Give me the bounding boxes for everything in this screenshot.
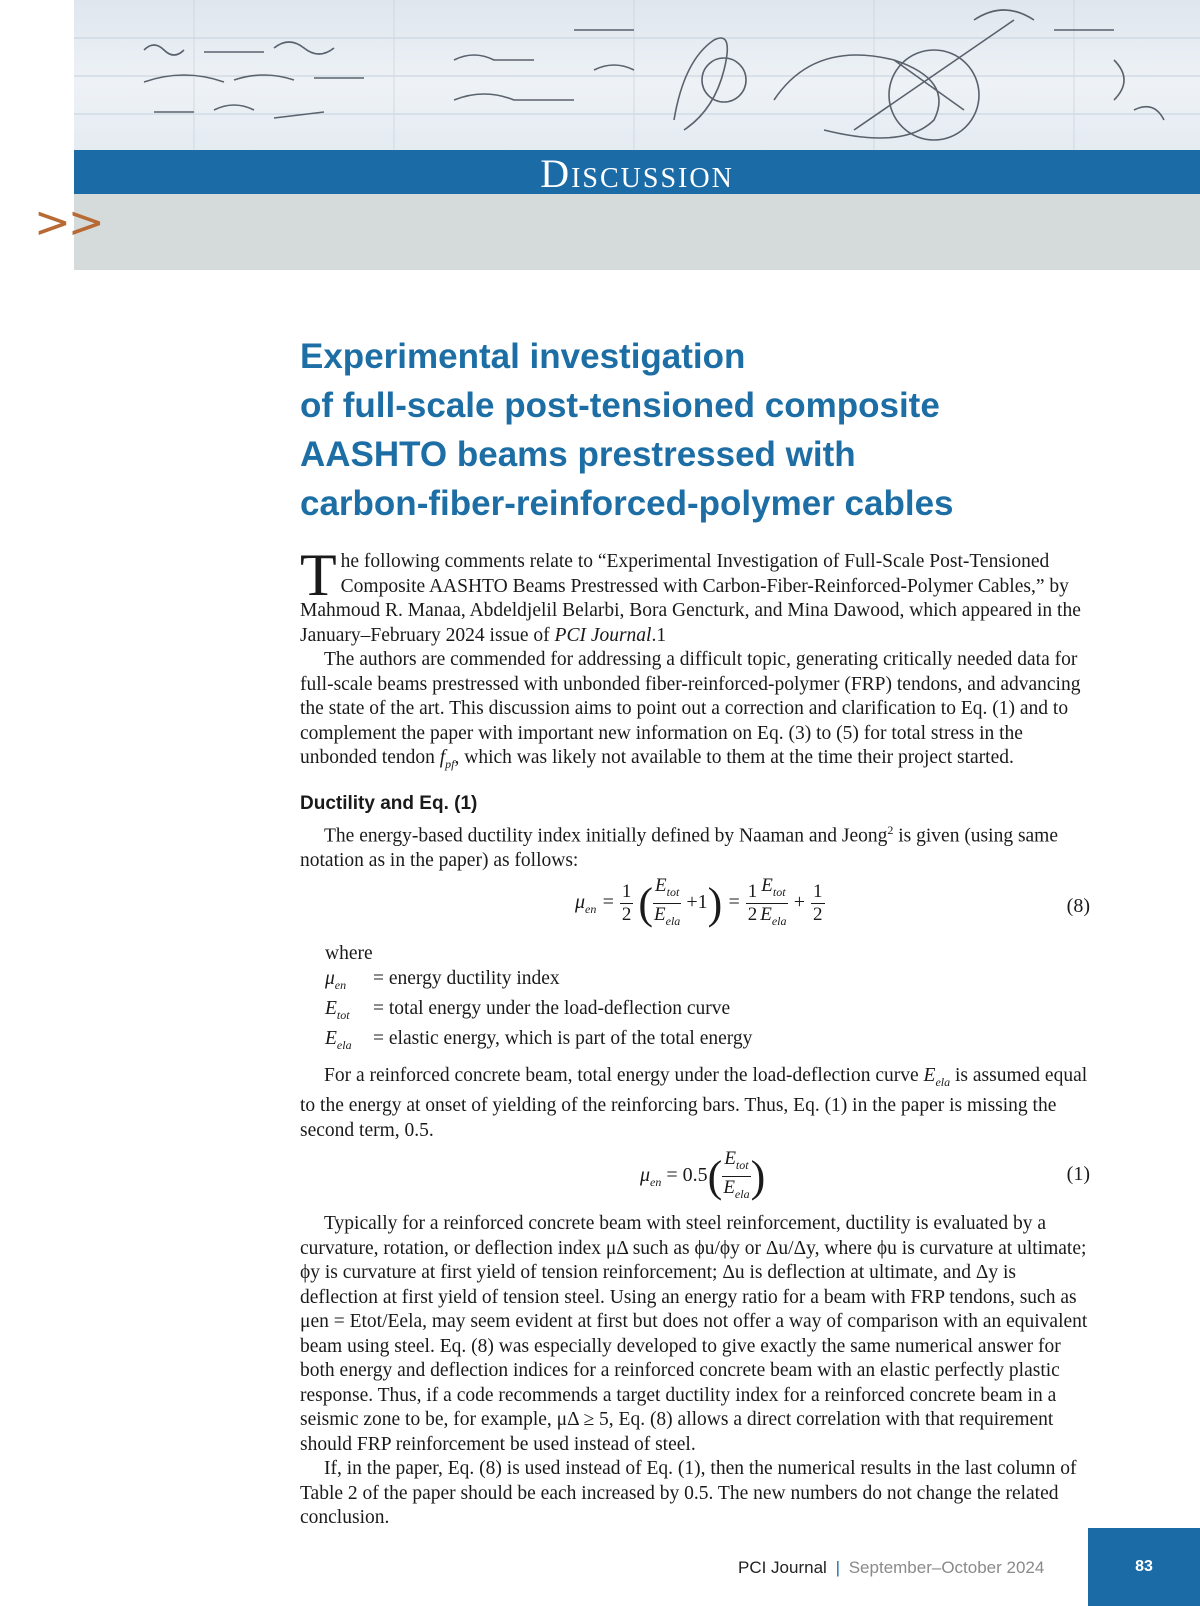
drop-cap: T [300, 542, 337, 608]
chevron-right-icon: >> [34, 197, 102, 248]
paragraph: If, in the paper, Eq. (8) is used instead of Eq. (1), then the numerical results in the last column of Table 2 of the paper should be each increased by 0.5. The new numbers do not change the related conclusion. [300, 1458, 1077, 1528]
equation-number: (1) [1066, 1163, 1090, 1185]
handwritten-math-illustration [74, 0, 1200, 152]
equation-1: $\mu_{en} = 0.5$( $\frac{E_{tot}}{E_{ela}}$ ) [640, 1148, 766, 1201]
subheading: Ductility and Eq. (1) [300, 793, 478, 814]
article-title [300, 332, 1100, 528]
title-line: AASHTO beams prestressed with [300, 435, 856, 474]
title-line: carbon-fiber-reinforced-polymer cables [300, 484, 954, 523]
header-banner [74, 0, 1200, 270]
math-background-image [74, 0, 1200, 152]
equation-8: $\mu_{en}$ = $\frac{1}{2}$ ( $\frac{E_{tot}}{E_{ela}}$ +1) = $\frac{1}{2}$ $\frac{E_{tot}}{E_{ela}}$ + $\frac{1}{2}$ [575, 875, 823, 928]
title-line: Experimental investigation [300, 337, 746, 376]
paragraph: The authors are commended for addressing a difficult topic, generating critically needed data for full-scale beams prestressed with unbonded fiber-reinforced-polymer (FRP) tendons, and advancing the state of the art. This discussion aims to point out a correction and clarification to Eq. (1) and to complement the paper with important new information on Eq. (3) to (5) for total stress in the unbonded tendon $f_{pf}$, which was likely not available to them at the time their project started. [300, 649, 1081, 771]
definition-row: $E_{tot}$ = total energy under the load-deflection curve [325, 997, 731, 1022]
paragraph: Typically for a reinforced concrete beam with steel reinforcement, ductility is evaluated by a curvature, rotation, or deflection index μΔ such as ϕu/ϕy or Δu/Δy, where ϕu is curvature at ultimate; ϕy is curvature at first yield of tension reinforcement; Δu is deflection at ultimate, and Δy is deflection at first yield of tension steel. Using an energy ratio for a beam with FRP tendons, such as μen = Etot/Eela, may seem evident at first but does not offer a way of comparison with an equivalent beam using steel. Eq. (8) was especially developed to give exactly the same numerical answer for both energy and deflection indices for a reinforced concrete beam with an elastic perfectly plastic response. Thus, if a code recommends a target ductility index for a reinforced concrete beam in a seismic zone to be, for example, μΔ ≥ 5, Eq. (8) allows a direct correlation with that requirement should FRP reinforcement be used instead of steel. [300, 1213, 1088, 1455]
footer-separator: | [835, 1558, 840, 1577]
equation-number: (8) [1066, 895, 1090, 917]
intro-paragraph: The following comments relate to “Experimental Investigation of Full-Scale Post-Tensioned Composite AASHTO Beams Prestressed with Carbon-Fiber-Reinforced-Polymer Cables,” by Mahmoud R. Manaa, Abdeldjelil Belarbi, Bora Gencturk, and Mina Dawood, which appeared in the January–February 2024 issue of PCI Journal.1 [300, 542, 1081, 646]
definition-row: $E_{ela}$ = elastic energy, which is part of the total energy [325, 1028, 753, 1053]
title-line: of full-scale post-tensioned composite [300, 386, 940, 425]
issue-date: September–October 2024 [848, 1558, 1045, 1577]
page-number: 83 [1088, 1528, 1200, 1606]
intro-ref: .1 [651, 624, 667, 646]
definition-row: $\mu_{en}$ = energy ductility index [325, 967, 560, 992]
where-label: where [325, 943, 373, 964]
paragraph: For a reinforced concrete beam, total energy under the load-deflection curve $E_{ela}$ is assumed equal to the energy at onset of yielding of the reinforcing bars. Thus, Eq. (1) in the paper is missing the second term, 0.5. [300, 1065, 1088, 1141]
intro-section [300, 542, 1090, 776]
definition-list [325, 942, 752, 1058]
section-title: Discussion [540, 151, 734, 196]
grey-strip [74, 194, 1200, 270]
page-footer [738, 1558, 1044, 1578]
paragraph: The energy-based ductility index initially defined by Naaman and Jeong$^2$ is given (using same notation as in the paper) as follows: [300, 823, 1059, 871]
journal-name: PCI Journal [738, 1558, 827, 1577]
body-section [300, 1212, 1090, 1531]
